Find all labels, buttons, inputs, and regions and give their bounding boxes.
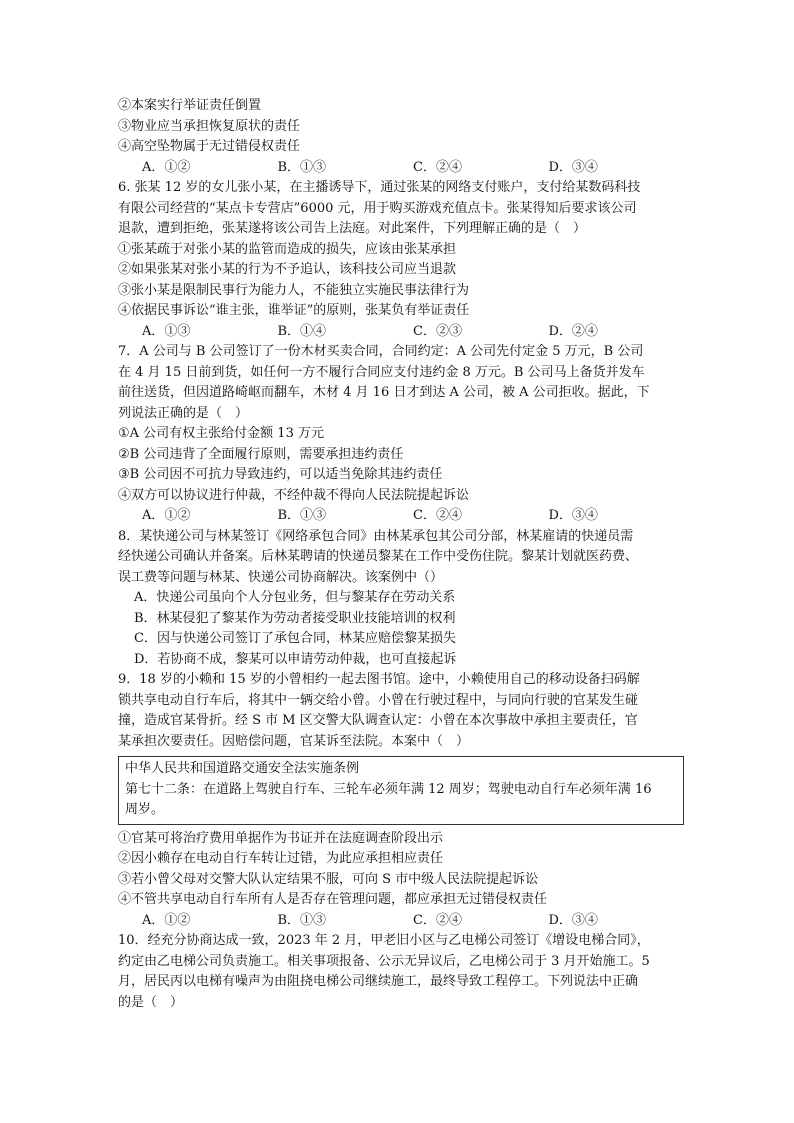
question-stem-line: 撞，造成官某骨折。经 S 市 M 区交警大队调查认定：小曾在本次事故中承担主要责任，官 [118, 713, 638, 728]
question-10 [118, 931, 684, 1013]
option-a: A．①② [142, 159, 191, 175]
legal-excerpt-box [118, 756, 684, 825]
question-stem-line: 6. 张某 12 岁的女儿张小某，在主播诱导下，通过张某的网络支付账户，支付给某数码科技 [118, 180, 641, 195]
statement-2: ②因小赖存在电动自行车转让过错，为此应承担相应责任 [118, 851, 444, 866]
statement-2: ②本案实行举证责任倒置 [118, 98, 262, 113]
option-b: B．①③ [277, 912, 327, 928]
question-9 [118, 670, 684, 931]
question-stem-line: 误工费等问题与林某、快递公司协商解决。该案例中（） [118, 569, 444, 585]
statement-3: ③张小某是限制民事行为能力人，不能独立实施民事法律行为 [118, 282, 470, 298]
answer-options [118, 158, 684, 179]
question-7 [118, 342, 684, 527]
question-stem-line: 8．某快递公司与林某签订《网络承包合同》由林某承包其公司分部，林某雇请的快递员需 [118, 528, 634, 544]
option-a: A．①③ [142, 323, 191, 339]
question-5-items [118, 96, 684, 178]
option-c: C．②③ [413, 323, 462, 339]
option-b: B．①④ [277, 323, 327, 339]
statement-2: ②如果张某对张小某的行为不予追认，该科技公司应当退款 [118, 262, 457, 277]
question-stem-line: 退款，遭到拒绝，张某遂将该公司告上法庭。对此案件，下列理解正确的是（ ） [118, 221, 587, 236]
option-c: C．②④ [413, 912, 462, 928]
statement-4: ④双方可以协议进行仲裁，不经仲裁不得向人民法院提起诉讼 [118, 487, 470, 503]
choice-a: A．快递公司虽向个人分包业务，但与黎某存在劳动关系 [134, 590, 456, 605]
question-stem-line: 9．18 岁的小赖和 15 岁的小曾相约一起去图书馆。途中，小赖使用自己的移动设备扫码解 [118, 672, 640, 687]
question-stem-line: 前往送货，但因道路崎岖而翻车，木材 4 月 16 日才到达 A 公司，被 A 公司拒收。据此，下 [118, 385, 650, 400]
answer-options [118, 322, 684, 343]
statement-1: ①官某可将治疗费用单据作为书证并在法庭调查阶段出示 [118, 830, 444, 846]
question-stem-line: 某承担次要责任。因赔偿问题，官某诉至法院。本案中（ ） [118, 733, 470, 749]
question-stem-line: 锁共享电动自行车后，将其中一辆交给小曾。小曾在行驶过程中，与同向行驶的官某发生碰 [118, 692, 639, 708]
exam-page [118, 96, 684, 1013]
statement-4: ④不管共享电动自行车所有人是否存在管理问题，都应承担无过错侵权责任 [118, 892, 548, 907]
question-stem-line: 约定由乙电梯公司负责施工。相关事项报备、公示无异议后，乙电梯公司于 3 月开始施工。5 [118, 953, 650, 969]
question-stem-line: 在 4 月 15 日前到货，如任何一方不履行合同应支付违约金 8 万元。B 公司马上备货并发车 [118, 364, 645, 380]
answer-options [118, 911, 684, 932]
question-stem-line: 的是（ ） [118, 994, 184, 1010]
option-d: D．③④ [548, 159, 598, 175]
statement-1: ①张某疏于对张小某的监管而造成的损失，应该由张某承担 [118, 241, 457, 257]
statement-3: ③若小曾父母对交警大队认定结果不服，可向 S 市中级人民法院提起诉讼 [118, 871, 539, 887]
option-a: A．①② [142, 508, 191, 523]
excerpt-text: 周岁。 [125, 802, 165, 817]
option-d: D．②④ [548, 323, 598, 339]
choice-c: C．因与快递公司签订了承包合同，林某应赔偿黎某损失 [134, 631, 456, 646]
choice-d: D．若协商不成，黎某可以申请劳动仲裁，也可直接起诉 [134, 651, 457, 667]
statement-4: ④高空坠物属于无过错侵权责任 [118, 139, 301, 154]
question-stem-line: 10．经充分协商达成一致，2023 年 2 月，甲老旧小区与乙电梯公司签订《增设电梯合同》， [118, 933, 650, 948]
option-b: B．①③ [277, 159, 327, 175]
question-stem-line: 月，居民丙以电梯有噪声为由阻挠电梯公司继续施工，最终导致工程停工。下列说法中正确 [118, 974, 639, 989]
option-c: C．②④ [413, 508, 462, 523]
option-d: D．③④ [548, 508, 598, 523]
statement-3: ③B 公司因不可抗力导致违约，可以适当免除其违约责任 [118, 467, 443, 482]
statement-3: ③物业应当承担恢复原状的责任 [118, 118, 301, 134]
option-c: C．②④ [413, 159, 462, 175]
question-stem-line: 有限公司经营的“某点卡专营店”6000 元，用于购买游戏充值点卡。张某得知后要求该公司 [118, 200, 637, 216]
answer-options [118, 506, 684, 527]
choice-b: B．林某侵犯了黎某作为劳动者接受职业技能培训的权利 [134, 610, 456, 626]
option-d: D．③④ [548, 912, 598, 928]
question-stem-line: 列说法正确的是（ ） [118, 405, 249, 421]
statement-2: ②B 公司违背了全面履行原则，需要承担违约责任 [118, 446, 404, 462]
question-stem-line: 经快递公司确认并备案。后林某聘请的快递员黎某在工作中受伤住院。黎某计划就医药费、 [118, 549, 639, 564]
statement-4: ④依据民事诉讼“谁主张，谁举证”的原则，张某负有举证责任 [118, 303, 470, 318]
option-b: B．①③ [277, 508, 327, 523]
question-6 [118, 178, 684, 342]
question-stem-line: 7．A 公司与 B 公司签订了一份木材买卖合同，合同约定：A 公司先付定金 5 万元，B 公司 [118, 344, 644, 359]
excerpt-title: 中华人民共和国道路交通安全法实施条例 [125, 761, 360, 776]
statement-1: ①A 公司有权主张给付金额 13 万元 [118, 426, 324, 441]
option-a: A．①② [142, 912, 191, 928]
excerpt-text: 第七十二条：在道路上驾驶自行车、三轮车必须年满 12 周岁；驾驶电动自行车必须年满 16 [125, 781, 652, 797]
question-8 [118, 527, 684, 671]
